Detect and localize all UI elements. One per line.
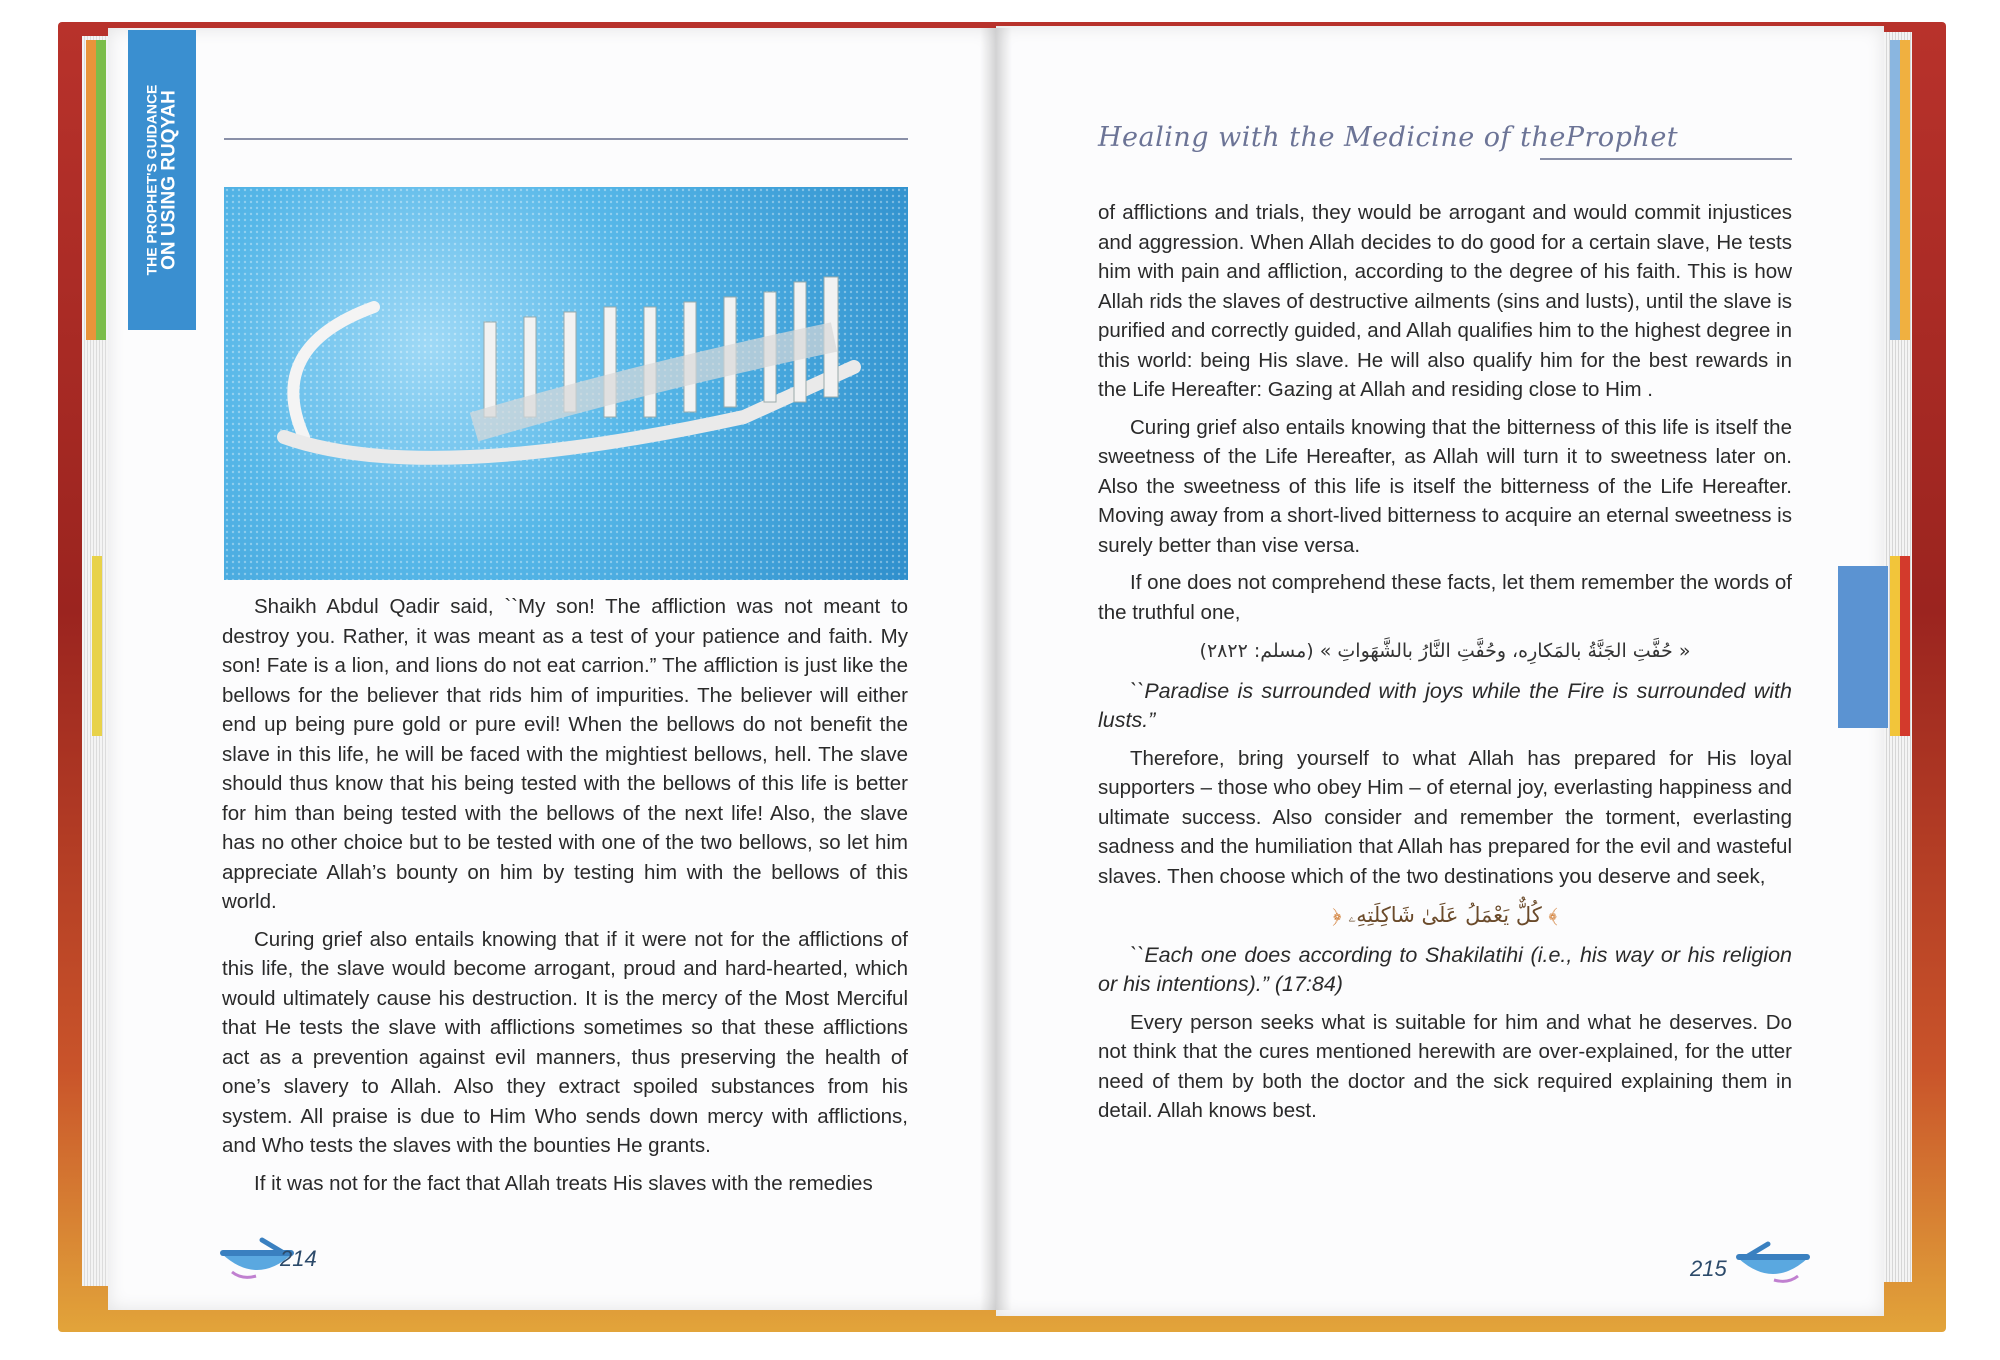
right-paragraph-3: If one does not comprehend these facts, let them remember the words of the truthful one, xyxy=(1098,571,1792,624)
book-gutter xyxy=(980,28,1012,1310)
verse-ornament-right: ﴾ xyxy=(1548,903,1558,927)
chapter-side-tab xyxy=(128,30,196,330)
right-page-number: 215 xyxy=(1690,1256,1727,1281)
left-page-number: 214 xyxy=(280,1246,317,1271)
hadith-arabic: « حُفَّتِ الجَنَّةُ بالمَكارِه، وحُفَّتِ النَّارُ بالشَّهَواتِ » (مسلم: ٢٨٢٢) xyxy=(1199,640,1691,662)
left-paragraph-1: Shaikh Abdul Qadir said, ``My son! The affliction was not meant to destroy you. Rather, it was meant as a test of your patience and faith. My son! Fate is a lion, and lions do not eat carrion.” The affliction is just like the bellows for the believer that rids him of impurities. The believer will either end up being pure gold or pure evil! When the bellows do not benefit the slave in this life, he will be faced with the mightiest bellows, hell. The slave should thus know that his being tested with the bellows of this life is better for him than being tested with the bellows of the next life! Also, the slave has no other choice but to be tested with one of the two bellows, so let him appreciate Allah’s bounty on him by testing him with the bellows of this world. xyxy=(222,595,908,913)
left-header-rule xyxy=(224,138,908,140)
verse-arabic: كُلٌّ يَعْمَلُ عَلَىٰ شَاكِلَتِهِۦ xyxy=(1348,903,1542,927)
color-tab-orange xyxy=(86,40,96,340)
right-paragraph-5: Every person seeks what is suitable for him and what he deserves. Do not think that the cures mentioned herewith are over-explained, for the utter need of them by both the doctor and the sick required explaining them in detail. Allah knows best. xyxy=(1098,1010,1792,1122)
right-header-rule xyxy=(1540,158,1792,160)
calligraphy-photo xyxy=(224,187,908,580)
color-tab-right-orange xyxy=(1900,40,1910,340)
mortar-bowl-icon-right xyxy=(1728,1240,1818,1290)
hadith-translation: ``Paradise is surrounded with joys while the Fire is surrounded with lusts.” xyxy=(1098,678,1792,732)
left-paragraph-3: If it was not for the fact that Allah treats His slaves with the remedies xyxy=(254,1171,873,1195)
right-side-tab xyxy=(1838,566,1888,728)
verse-arabic-block xyxy=(1098,901,1792,931)
right-paragraph-2: Curing grief also entails knowing that the bitterness of this life is itself the sweetness of the Life Hereafter, as Allah will turn it to sweetness later on. Also the sweetness of this life is itself the bitterness of the Life Hereafter. Moving away from a short-lived bitterness to acquire an eternal sweetness is surely better than vise versa. xyxy=(1098,415,1792,557)
color-tab-green xyxy=(96,40,106,340)
calligraphy-svg xyxy=(224,187,908,580)
left-body-text xyxy=(222,592,908,1206)
right-body-text xyxy=(1098,198,1792,1134)
verse-translation: ``Each one does according to Shakilatihi (i.e., his way or his religion or his intentions).” (17:84) xyxy=(1098,942,1792,996)
color-tab-right-blue xyxy=(1890,40,1900,340)
running-head: Healing with the Medicine of theProphet xyxy=(1098,122,1679,153)
right-paragraph-1: of afflictions and trials, they would be arrogant and would commit injustices and aggression. When Allah decides to do good for a certain slave, He tests him with pain and affliction, according to the degree of his faith. This is how Allah rids the slaves of destructive ailments (sins and lusts), until the slave is purified and correctly guided, and Allah qualifies him to the highest degree in this world: being His slave. He will also qualify him for the best rewards in the Life Hereafter: Gazing at Allah and residing close to Him . xyxy=(1098,201,1792,401)
verse-ornament-left: ﴿ xyxy=(1332,903,1342,927)
left-paragraph-2: Curing grief also entails knowing that if it were not for the afflictions of this life, the slave would become arrogant, proud and hard-hearted, which would ultimately cause his destruction. It is the mercy of the Most Merciful that He tests the slave with afflictions sometimes so that these afflictions act as a prevention against evil manners, thus preserving the health of one’s slavery to Allah. Also they extract spoiled substances from his system. All praise is due to Him Who sends down mercy with afflictions, and Who tests the slaves with the bounties He grants. xyxy=(222,927,908,1157)
color-tab-yellow xyxy=(92,556,102,736)
color-tab-right-red xyxy=(1900,556,1910,736)
chapter-label-line1: THE PROPHET'S GUIDANCE xyxy=(143,84,160,276)
chapter-side-label xyxy=(145,85,180,276)
color-tab-right-yellow xyxy=(1890,556,1900,736)
chapter-label-line2: ON USING RUQYAH xyxy=(158,90,180,270)
right-paragraph-4: Therefore, bring yourself to what Allah has prepared for His loyal supporters – those who obey Him – of eternal joy, everlasting happiness and ultimate success. Also consider and remember the torment, everlasting sadness and the humiliation that Allah has prepared for the evil and wasteful slaves. Then choose which of the two destinations you deserve and seek, xyxy=(1098,746,1792,888)
